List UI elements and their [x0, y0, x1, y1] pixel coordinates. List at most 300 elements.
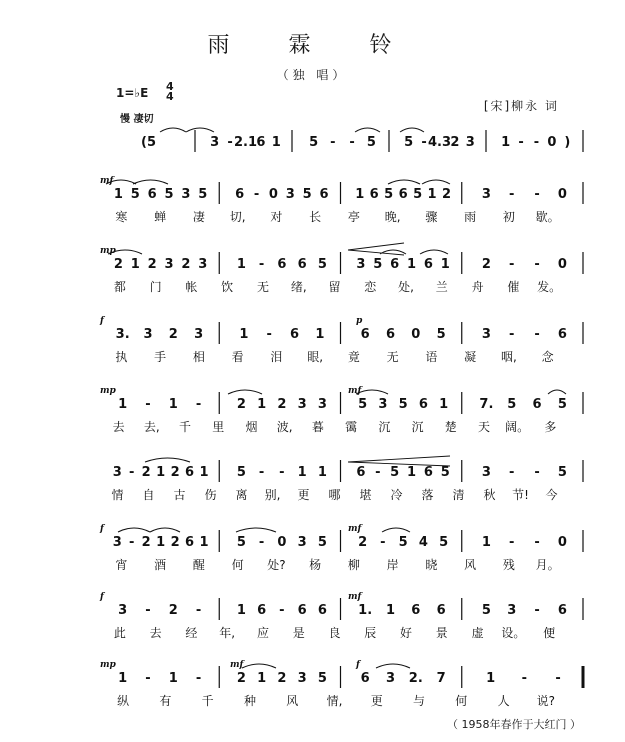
lyric-syllable: 更 — [297, 488, 310, 502]
note-symbol: 2 — [236, 397, 246, 412]
note-symbol: 5 — [384, 187, 394, 202]
lyric-syllable: 风 — [464, 558, 477, 572]
note-symbol: - — [258, 535, 265, 550]
note-symbol: 1 — [439, 397, 449, 412]
note-symbol: - — [258, 257, 265, 272]
lyric-syllable: 念 — [541, 350, 554, 364]
dynamic-mark: mf — [100, 176, 114, 186]
lyric-syllable: 更 — [370, 694, 383, 708]
lyric-syllable: 蝉 — [154, 210, 167, 224]
note-symbol: 5 — [436, 327, 446, 342]
lyric-syllable: 霭 — [345, 420, 358, 434]
lyric-syllable: 别, — [264, 488, 281, 502]
lyric-syllable: 门 — [149, 280, 162, 294]
note-symbol: - — [518, 135, 524, 150]
lyric-syllable: 纵 — [117, 694, 130, 708]
note-symbol: 3 — [317, 397, 327, 412]
note-symbol: 1 — [297, 465, 307, 480]
note-symbol: 6 — [398, 187, 408, 202]
meter-top: 4 — [166, 80, 174, 93]
note-symbol: 5 — [358, 397, 368, 412]
note-symbol: 2 — [113, 257, 123, 272]
note-symbol: 5 — [366, 135, 376, 150]
lyric-syllable: 情, — [326, 694, 343, 708]
note-symbol: 1 — [385, 603, 395, 618]
lyric-syllable: 设。 — [501, 626, 526, 640]
note-symbol: - — [533, 135, 540, 150]
lyric-syllable: 月。 — [535, 558, 560, 572]
note-symbol: - — [534, 535, 540, 550]
note-symbol: 3 — [481, 187, 491, 202]
note-symbol: 6 — [185, 535, 195, 550]
lyric-syllable: 晚, — [384, 210, 401, 224]
dynamic-mark: mf — [348, 592, 362, 602]
note-symbol: 3 — [465, 135, 475, 150]
lyric-syllable: 与 — [413, 694, 426, 708]
note-symbol: 6 — [235, 187, 245, 202]
note-symbol: 1 — [440, 257, 450, 272]
lyric-syllable: 离 — [235, 488, 248, 502]
lyric-syllable: 无 — [256, 280, 269, 294]
lyric-syllable: 处, — [398, 280, 414, 294]
note-symbol: 1. — [358, 603, 373, 618]
note-symbol: 3 — [297, 397, 307, 412]
lyric-syllable: 年, — [219, 626, 236, 640]
note-symbol: 3 — [285, 187, 295, 202]
note-symbol: 6 — [423, 257, 433, 272]
note-symbol: - — [279, 465, 285, 480]
lyric-syllable: 清 — [452, 488, 465, 502]
note-symbol: - — [195, 397, 202, 412]
note-symbol: 0 — [547, 135, 557, 150]
note-symbol: 5 — [198, 187, 208, 202]
note-symbol: 3. — [115, 327, 130, 342]
note-symbol: 1 — [199, 535, 209, 550]
note-symbol: - — [534, 603, 540, 618]
note-symbol: 1 — [486, 671, 496, 686]
note-symbol: 1 — [168, 671, 178, 686]
note-symbol: 5 — [130, 187, 140, 202]
note-symbol: - — [128, 465, 135, 480]
note-symbol: 1 — [317, 465, 327, 480]
dynamic-mark: mp — [100, 660, 116, 670]
lyric-syllable: 里 — [212, 420, 225, 434]
lyric-syllable: 眼, — [307, 350, 324, 364]
note-symbol: 2. — [408, 671, 423, 686]
lyric-syllable: 阔。 — [505, 420, 530, 434]
note-symbol: 5 — [413, 187, 423, 202]
note-symbol: 6 — [360, 671, 370, 686]
note-symbol: 6 — [290, 327, 300, 342]
note-symbol: 5 — [390, 465, 400, 480]
slur-mark — [145, 458, 190, 462]
note-symbol: 3 — [356, 257, 366, 272]
lyric-syllable: 天 — [477, 420, 490, 434]
slur-mark — [160, 128, 186, 132]
note-symbol: 6 — [385, 327, 395, 342]
note-symbol: 2 — [168, 327, 178, 342]
note-symbol: 3 — [210, 135, 220, 150]
lyric-syllable: 岸 — [386, 558, 399, 572]
note-symbol: 1 — [156, 535, 166, 550]
note-symbol: 7 — [436, 671, 446, 686]
lyric-syllable: 堪 — [359, 488, 372, 502]
song-title: 雨 霖 铃 — [207, 33, 418, 58]
lyric-syllable: 发。 — [537, 280, 562, 294]
lyric-syllable: 泪 — [270, 350, 283, 364]
note-symbol: 1 — [199, 465, 209, 480]
note-symbol: - — [195, 671, 202, 686]
note-symbol: 6 — [185, 465, 195, 480]
lyric-syllable: 残 — [502, 558, 515, 572]
note-symbol: 4.3 — [427, 135, 452, 150]
note-symbol: 5 — [317, 671, 327, 686]
note-symbol: 5 — [317, 535, 327, 550]
dynamic-mark: mf — [348, 386, 362, 396]
note-symbol: 6 — [297, 603, 307, 618]
note-symbol: - — [534, 327, 540, 342]
lyric-syllable: 绪, — [290, 280, 307, 294]
dynamic-mark: mf — [230, 660, 244, 670]
dynamic-mark: mf — [348, 524, 362, 534]
note-symbol: 5 — [302, 187, 312, 202]
lyric-syllable: 落 — [421, 488, 434, 502]
lyric-syllable: 长 — [309, 210, 322, 224]
slur-mark — [150, 528, 180, 532]
note-symbol: 5 — [557, 397, 567, 412]
note-symbol: 6 — [418, 397, 428, 412]
lyric-syllable: 去 — [149, 626, 162, 640]
note-symbol: - — [380, 535, 386, 550]
note-symbol: 5 — [236, 535, 246, 550]
note-symbol: 6 — [360, 327, 370, 342]
note-symbol: - — [145, 671, 151, 686]
slur-mark — [228, 390, 262, 394]
lyric-syllable: 此 — [113, 626, 126, 640]
note-symbol: 1 — [236, 603, 246, 618]
dynamic-mark: f — [100, 524, 104, 534]
note-symbol: 1 — [118, 671, 128, 686]
note-symbol: 6 — [356, 465, 366, 480]
note-symbol: (5 — [141, 135, 156, 150]
lyric-syllable: 咽, — [500, 350, 517, 364]
note-symbol: 3 — [385, 671, 395, 686]
lyric-syllable: 雨 — [464, 210, 477, 224]
note-symbol: 3 — [481, 327, 491, 342]
note-symbol: 0 — [557, 535, 567, 550]
note-symbol: 1 — [168, 397, 178, 412]
lyric-syllable: 好 — [400, 626, 413, 640]
note-symbol: 5 — [164, 187, 174, 202]
note-symbol: - — [421, 135, 427, 150]
note-symbol: 1 — [156, 465, 166, 480]
note-symbol: 3 — [112, 465, 122, 480]
note-symbol: 5 — [398, 535, 408, 550]
note-symbol: - — [509, 465, 515, 480]
note-symbol: 3 — [297, 535, 307, 550]
note-symbol: 2 — [450, 135, 460, 150]
lyric-syllable: 无 — [386, 350, 399, 364]
note-symbol: - — [509, 187, 515, 202]
lyric-syllable: 是 — [292, 626, 305, 640]
note-symbol: - — [349, 135, 355, 150]
tempo-marking: 慢 凄切 — [120, 114, 154, 125]
lyric-syllable: 千 — [179, 420, 192, 434]
lyric-syllable: 凝 — [464, 350, 477, 364]
lyricist-credit: [宋]柳永 词 — [483, 99, 559, 113]
note-symbol: 6 — [256, 135, 266, 150]
lyric-syllable: 风 — [286, 694, 299, 708]
note-symbol: 3 — [181, 187, 191, 202]
lyric-syllable: 柳 — [347, 558, 360, 572]
lyric-syllable: 说? — [536, 694, 556, 708]
note-symbol: 5 — [507, 397, 517, 412]
note-symbol: 7. — [479, 397, 494, 412]
slur-mark — [236, 528, 276, 532]
note-symbol: 1 — [407, 257, 417, 272]
lyric-syllable: 寒 — [115, 210, 128, 224]
lyric-syllable: 多 — [544, 420, 557, 434]
note-symbol: 5 — [309, 135, 319, 150]
lyric-syllable: 去 — [112, 420, 125, 434]
note-symbol: - — [145, 397, 151, 412]
note-symbol: 2 — [170, 535, 180, 550]
crescendo-hairpin — [348, 243, 404, 255]
note-symbol: 2 — [170, 465, 180, 480]
lyric-syllable: 醒 — [192, 558, 205, 572]
note-symbol: 3 — [481, 465, 491, 480]
note-symbol: 2 — [181, 257, 191, 272]
lyric-syllable: 去, — [143, 420, 160, 434]
note-symbol: 3 — [297, 671, 307, 686]
lyric-syllable: 手 — [154, 350, 167, 364]
note-symbol: 5 — [404, 135, 414, 150]
note-symbol: 6 — [277, 257, 287, 272]
note-symbol: 2 — [236, 671, 246, 686]
lyric-syllable: 初 — [502, 210, 515, 224]
lyric-syllable: 景 — [435, 626, 448, 640]
lyric-syllable: 冷 — [390, 488, 403, 502]
note-symbol: 5 — [373, 257, 383, 272]
note-symbol: - — [145, 603, 151, 618]
note-symbol: 0 — [557, 187, 567, 202]
note-symbol: 5 — [317, 257, 327, 272]
lyric-syllable: 兰 — [435, 280, 448, 294]
lyric-syllable: 执 — [115, 350, 128, 364]
note-symbol: 2 — [141, 535, 151, 550]
note-symbol: 1 — [427, 187, 437, 202]
lyric-syllable: 辰 — [364, 626, 377, 640]
note-symbol: 1 — [236, 257, 246, 272]
lyric-syllable: 帐 — [185, 280, 198, 294]
meter-bottom: 4 — [166, 90, 174, 103]
note-symbol: 5 — [557, 465, 567, 480]
lyric-syllable: 暮 — [311, 420, 324, 434]
lyric-syllable: 语 — [425, 350, 438, 364]
note-symbol: 3 — [198, 257, 208, 272]
note-symbol: - — [266, 327, 272, 342]
note-symbol: 3 — [164, 257, 174, 272]
note-symbol: - — [375, 465, 381, 480]
note-symbol: - — [330, 135, 336, 150]
note-symbol: 6 — [557, 327, 567, 342]
slur-mark — [133, 180, 168, 184]
note-symbol: 4 — [418, 535, 428, 550]
note-symbol: - — [534, 465, 540, 480]
slur-mark — [186, 128, 214, 132]
lyric-syllable: 酒 — [154, 558, 167, 572]
song-subtitle: （独 唱） — [276, 68, 349, 82]
lyric-syllable: 舟 — [471, 280, 484, 294]
lyric-syllable: 晓 — [425, 558, 438, 572]
note-symbol: 1 — [130, 257, 140, 272]
lyric-syllable: 催 — [507, 280, 520, 294]
lyric-syllable: 留 — [328, 280, 341, 294]
dynamic-mark: mp — [100, 246, 116, 256]
note-symbol: - — [555, 671, 561, 686]
note-symbol: - — [195, 603, 202, 618]
lyric-syllable: 伤 — [204, 488, 217, 502]
note-symbol: 2 — [141, 465, 151, 480]
slur-mark — [548, 390, 566, 394]
lyric-syllable: 良 — [328, 626, 341, 640]
lyric-syllable: 凄 — [192, 210, 205, 224]
lyric-syllable: 对 — [270, 210, 283, 224]
note-symbol: - — [279, 603, 285, 618]
lyric-syllable: 都 — [113, 280, 126, 294]
lyric-syllable: 便 — [543, 626, 556, 640]
note-symbol: 1 — [239, 327, 249, 342]
lyric-syllable: 饮 — [221, 280, 234, 294]
lyric-syllable: 杨 — [309, 558, 322, 572]
note-symbol: 1 — [113, 187, 123, 202]
dynamic-mark: f — [356, 660, 360, 670]
note-symbol: - — [509, 327, 515, 342]
lyric-syllable: 虚 — [471, 626, 484, 640]
note-symbol: 1 — [257, 671, 267, 686]
note-symbol: 1 — [257, 397, 267, 412]
lyric-syllable: 种 — [243, 694, 256, 708]
lyric-syllable: 哪 — [328, 488, 341, 502]
key-signature: 1=♭E — [116, 86, 149, 100]
slur-mark — [118, 528, 150, 532]
note-symbol: 2 — [168, 603, 178, 618]
lyric-syllable: 千 — [201, 694, 214, 708]
lyric-syllable: 人 — [497, 694, 510, 708]
dynamic-mark: mp — [100, 386, 116, 396]
lyric-syllable: 何 — [455, 694, 468, 708]
lyric-syllable: 沉 — [378, 420, 391, 434]
lyric-syllable: 经 — [185, 626, 198, 640]
lyric-syllable: 古 — [173, 488, 186, 502]
lyric-syllable: 波, — [276, 420, 293, 434]
note-symbol: - — [227, 135, 233, 150]
lyric-syllable: 处? — [267, 558, 286, 572]
lyric-syllable: 何 — [231, 558, 244, 572]
slur-mark — [422, 180, 450, 184]
note-symbol: 3 — [507, 603, 517, 618]
lyric-syllable: 情 — [111, 488, 124, 502]
note-symbol: ) — [564, 135, 571, 150]
lyric-syllable: 节! — [512, 488, 529, 502]
note-symbol: - — [258, 465, 265, 480]
lyric-syllable: 相 — [192, 350, 205, 364]
note-symbol: 1 — [481, 535, 491, 550]
lyric-syllable: 应 — [256, 626, 269, 640]
note-symbol: 0 — [411, 327, 421, 342]
note-symbol: - — [509, 257, 515, 272]
note-symbol: 1 — [271, 135, 281, 150]
note-symbol: 2 — [147, 257, 157, 272]
note-symbol: 6 — [557, 603, 567, 618]
note-symbol: 6 — [317, 603, 327, 618]
note-symbol: 6 — [436, 603, 446, 618]
note-symbol: 3 — [143, 327, 153, 342]
lyric-syllable: 沉 — [411, 420, 424, 434]
lyric-syllable: 看 — [231, 350, 244, 364]
note-symbol: 2 — [358, 535, 368, 550]
note-symbol: - — [253, 187, 260, 202]
dynamic-mark: f — [100, 592, 104, 602]
note-symbol: 6 — [319, 187, 329, 202]
slur-mark — [388, 180, 420, 184]
lyric-syllable: 秋 — [483, 488, 496, 502]
dynamic-mark: p — [356, 316, 363, 326]
slur-mark — [376, 664, 410, 668]
note-symbol: 2 — [277, 671, 287, 686]
note-symbol: 1 — [501, 135, 511, 150]
note-symbol: - — [534, 187, 540, 202]
note-symbol: 5 — [236, 465, 246, 480]
note-symbol: 6 — [423, 465, 433, 480]
lyric-syllable: 竟 — [347, 350, 360, 364]
note-symbol: 6 — [297, 257, 307, 272]
lyric-syllable: 歇。 — [535, 210, 560, 224]
note-symbol: 6 — [147, 187, 157, 202]
note-symbol: 0 — [268, 187, 278, 202]
note-symbol: 6 — [390, 257, 400, 272]
note-symbol: - — [509, 535, 515, 550]
lyric-syllable: 自 — [142, 488, 155, 502]
lyric-syllable: 有 — [159, 694, 172, 708]
note-symbol: - — [534, 257, 540, 272]
note-symbol: 3 — [378, 397, 388, 412]
slur-mark — [355, 128, 380, 132]
note-symbol: 1 — [355, 187, 365, 202]
note-symbol: 3 — [118, 603, 128, 618]
note-symbol: 6 — [411, 603, 421, 618]
note-symbol: - — [521, 671, 528, 686]
note-symbol: 1 — [407, 465, 417, 480]
lyric-syllable: 楚 — [444, 420, 457, 434]
note-symbol: 0 — [277, 535, 287, 550]
note-symbol: 1 — [315, 327, 325, 342]
note-symbol: 2 — [441, 187, 452, 202]
note-symbol: 5 — [398, 397, 408, 412]
lyric-syllable: 宵 — [115, 558, 128, 572]
note-symbol: 2.1 — [233, 135, 258, 150]
lyric-syllable: 恋 — [364, 280, 377, 294]
lyric-syllable: 烟 — [245, 420, 258, 434]
note-symbol: - — [128, 535, 135, 550]
note-symbol: 3 — [194, 327, 204, 342]
note-symbol: 2 — [277, 397, 287, 412]
dynamic-mark: f — [100, 316, 104, 326]
slur-mark — [420, 250, 448, 254]
lyric-syllable: 亭 — [347, 210, 360, 224]
note-symbol: 0 — [557, 257, 567, 272]
lyric-syllable: 骤 — [425, 210, 438, 224]
